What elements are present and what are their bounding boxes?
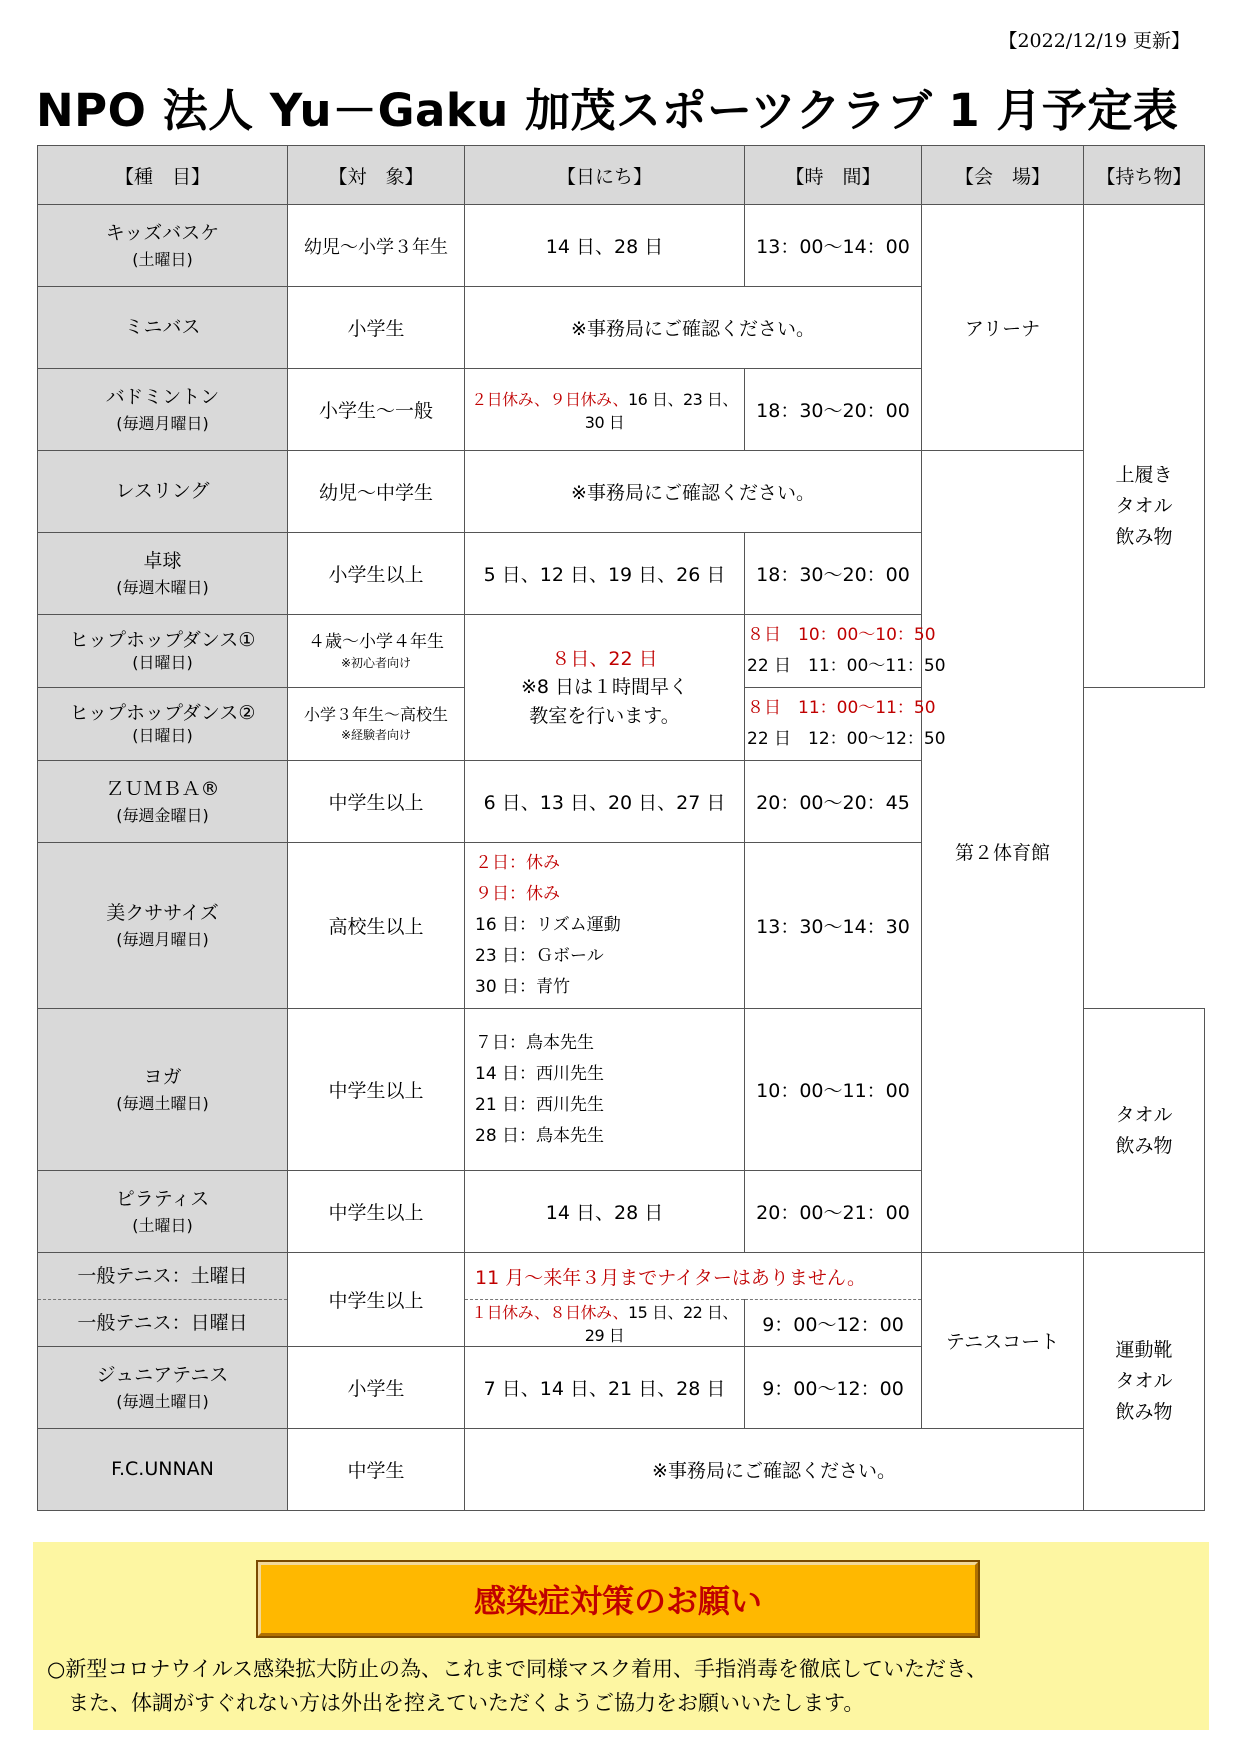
list-item: ２日：休み (475, 853, 560, 873)
event-schedule: (土曜日) (132, 249, 193, 269)
event-title: ピラティス (115, 1188, 210, 1211)
column-header-event: 【種 目】 (38, 146, 288, 205)
event-dates: 7 日、14 日、21 日、28 日 (465, 1347, 745, 1429)
event-target (288, 615, 465, 688)
event-target: 中学生 (288, 1429, 465, 1511)
event-dates (465, 369, 745, 451)
event-name (38, 205, 288, 287)
event-target: 高校生以上 (288, 843, 465, 1009)
event-dates: ※事務局にご確認ください。 (465, 451, 922, 533)
event-dates: 14 日、28 日 (465, 205, 745, 287)
venue-tennis-court: テニスコート (922, 1253, 1084, 1429)
event-name (38, 533, 288, 615)
target-note: ※経験者向け (340, 727, 412, 742)
event-target (288, 688, 465, 761)
schedule-table (37, 145, 1205, 1511)
event-title: ＺＵＭＢＡ® (105, 778, 220, 801)
list-item: 28 日：鳥本先生 (475, 1125, 605, 1146)
belonging-item: タオル (1115, 494, 1173, 517)
event-schedule: (毎週金曜日) (116, 805, 209, 825)
event-time (745, 688, 946, 761)
event-name: ミニバス (38, 287, 288, 369)
column-header-venue: 【会 場】 (922, 146, 1084, 205)
event-schedule: (毎週月曜日) (116, 413, 209, 433)
holiday-dates: １日休み、８日休み、 (471, 1303, 628, 1322)
notice-line: ○新型コロナウイルス感染拡大防止の為、これまで同様マスク着用、手指消毒を徹底していただき、 (47, 1657, 988, 1681)
event-schedule: (日曜日) (132, 652, 193, 672)
notice-panel (33, 1542, 1209, 1730)
table-row (38, 205, 1205, 287)
event-name (38, 688, 288, 761)
belonging-item: 飲み物 (1115, 1401, 1173, 1423)
notice-title: 感染症対策のお願い (473, 1582, 762, 1620)
event-dates: ※事務局にご確認ください。 (465, 1429, 1084, 1511)
event-target: 幼児～中学生 (288, 451, 465, 533)
event-target: 小学生 (288, 287, 465, 369)
belongings-set3 (1084, 1253, 1205, 1511)
event-time (745, 615, 946, 688)
column-header-dates: 【日にち】 (465, 146, 745, 205)
column-header-belongings: 【持ち物】 (1084, 146, 1205, 205)
target-note: ※初心者向け (340, 655, 412, 670)
event-name (38, 615, 288, 688)
holiday-dates: ２日休み、９日休み、 (471, 389, 628, 409)
event-name (38, 369, 288, 451)
update-date: 【2022/12/19 更新】 (998, 30, 1190, 52)
column-header-time: 【時 間】 (745, 146, 922, 205)
time-regular: 22 日 11：00～11：50 (747, 656, 946, 676)
time-early: ８日 10：00～10：50 (747, 625, 936, 645)
event-dates: ※事務局にご確認ください。 (465, 287, 922, 369)
table-row (38, 1429, 1205, 1511)
belonging-item: タオル (1115, 1370, 1173, 1392)
event-name: F.C.UNNAN (38, 1429, 288, 1511)
hiphop-note: ※8 日は１時間早く (520, 676, 689, 699)
target-label: ４歳～小学４年生 (308, 631, 444, 652)
active-dates: 15 日、22 日、29 日 (584, 1303, 738, 1345)
belongings-set1 (1084, 205, 1205, 688)
belonging-item: 飲み物 (1115, 1134, 1173, 1157)
tennis-notice: 11 月～来年３月までナイターはありません。 (465, 1253, 922, 1300)
list-item: ９日：休み (475, 884, 560, 904)
event-title: ヒップホップダンス② (69, 702, 256, 725)
event-schedule: (毎週木曜日) (116, 577, 209, 597)
event-dates (465, 1300, 745, 1347)
belongings-set2 (1084, 1009, 1205, 1253)
list-item: 14 日：西川先生 (475, 1063, 605, 1084)
event-name (38, 843, 288, 1009)
event-schedule: (毎週土曜日) (116, 1391, 209, 1411)
event-target: 小学生以上 (288, 533, 465, 615)
event-time: 20：00～20：45 (745, 761, 922, 843)
event-title: ヨガ (143, 1066, 182, 1089)
event-time: 13：00～14：00 (745, 205, 922, 287)
event-time: 9：00～12：00 (745, 1347, 922, 1429)
event-time: 13：30～14：30 (745, 843, 922, 1009)
event-name (38, 1009, 288, 1171)
event-dates: 14 日、28 日 (465, 1171, 745, 1253)
event-title: 卓球 (143, 550, 182, 573)
event-target: 中学生以上 (288, 1009, 465, 1171)
list-item: 16 日：リズム運動 (475, 915, 621, 935)
list-item: ７日：鳥本先生 (475, 1032, 594, 1053)
event-schedule: (毎週月曜日) (116, 929, 209, 949)
list-item: 21 日：西川先生 (475, 1094, 605, 1115)
event-title: ヒップホップダンス① (69, 629, 256, 652)
event-schedule: (毎週土曜日) (116, 1093, 209, 1113)
event-name (38, 1347, 288, 1429)
belonging-item: 運動靴 (1115, 1339, 1173, 1361)
event-schedule: (土曜日) (132, 1215, 193, 1235)
event-dates (465, 1009, 745, 1171)
event-title: キッズバスケ (105, 222, 220, 245)
event-time: 20：00～21：00 (745, 1171, 922, 1253)
event-target: 中学生以上 (288, 1171, 465, 1253)
table-row (38, 451, 1205, 533)
hiphop-dates: ８日、22 日 (551, 647, 658, 670)
event-target: 幼児～小学３年生 (288, 205, 465, 287)
hiphop-note: 教室を行います。 (529, 704, 680, 727)
notice-line: また、体調がすぐれない方は外出を控えていただくようご協力をお願いいたします。 (47, 1691, 865, 1715)
belonging-item: タオル (1115, 1103, 1173, 1126)
venue-gym2: 第２体育館 (922, 451, 1084, 1253)
table-header-row (38, 146, 1205, 205)
page-title: NPO 法人 Yu－Gaku 加茂スポーツクラブ 1 月予定表 (36, 84, 1179, 137)
event-name (38, 1171, 288, 1253)
table-row (38, 1253, 1205, 1300)
list-item: 30 日：青竹 (475, 977, 571, 997)
event-dates: 6 日、13 日、20 日、27 日 (465, 761, 745, 843)
column-header-target: 【対 象】 (288, 146, 465, 205)
event-dates (465, 843, 745, 1009)
event-title: バドミントン (105, 386, 220, 409)
event-time: 18：30～20：00 (745, 369, 922, 451)
event-name: レスリング (38, 451, 288, 533)
event-schedule: (日曜日) (132, 725, 193, 745)
belonging-item: 飲み物 (1115, 525, 1173, 548)
venue-arena: アリーナ (922, 205, 1084, 451)
event-name: 一般テニス：日曜日 (38, 1300, 288, 1347)
target-label: 小学３年生～高校生 (303, 705, 448, 725)
event-time: 10：00～11：00 (745, 1009, 922, 1171)
event-time: 9：00～12：00 (745, 1300, 922, 1347)
event-title: ジュニアテニス (96, 1364, 229, 1387)
event-dates: 5 日、12 日、19 日、26 日 (465, 533, 745, 615)
notice-title-box (258, 1562, 978, 1636)
event-name: 一般テニス：土曜日 (38, 1253, 288, 1300)
event-target: 小学生～一般 (288, 369, 465, 451)
list-item: 23 日：Ｇボール (475, 946, 604, 966)
belonging-item: 上履き (1115, 463, 1173, 486)
event-time: 18：30～20：00 (745, 533, 922, 615)
time-regular: 22 日 12：00～12：50 (747, 729, 946, 749)
time-early: ８日 11：00～11：50 (747, 698, 936, 718)
event-name (38, 761, 288, 843)
event-dates (465, 615, 745, 761)
event-target: 中学生以上 (288, 761, 465, 843)
event-target: 中学生以上 (288, 1253, 465, 1347)
event-target: 小学生 (288, 1347, 465, 1429)
event-title: 美クササイズ (106, 902, 219, 925)
notice-body (47, 1652, 1197, 1720)
active-dates: 16 日、23 日、30 日 (584, 389, 738, 432)
